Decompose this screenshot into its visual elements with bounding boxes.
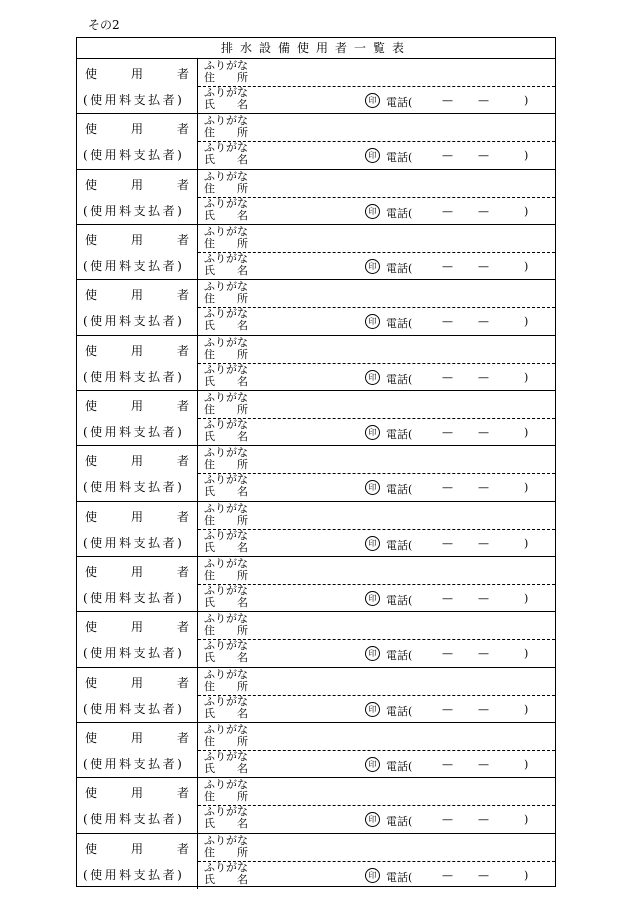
seal-icon: 印 [365,148,380,163]
phone-close: ) [524,426,529,440]
entry-label-cell [77,336,198,390]
entry-label-cell [77,59,198,113]
entry-label-cell [77,778,198,832]
phone-label: 電話( [386,815,413,829]
payer-label: (使用料支払者) [83,203,185,218]
user-label: 使 用 者 [85,343,189,358]
payer-label: (使用料支払者) [83,314,185,329]
name-label: 氏 名 [204,208,248,222]
seal-icon: 印 [365,259,380,274]
name-label: 氏 名 [204,762,248,776]
furigana-label: ふりがな [204,280,248,294]
furigana-label: ふりがな [204,391,248,405]
seal-icon: 印 [365,425,380,440]
dashed-divider [198,363,555,364]
phone-dash: — [478,592,489,606]
entry-label-cell [77,114,198,168]
payer-label: (使用料支払者) [83,535,185,550]
phone-dash: — [478,94,489,107]
user-label: 使 用 者 [85,67,189,81]
user-entry [77,114,555,169]
phone-label: 電話( [386,594,413,608]
furigana-label: ふりがな [204,584,248,598]
user-label: 使 用 者 [85,399,189,414]
furigana-label: ふりがな [204,639,248,653]
furigana-label: ふりがな [204,362,248,376]
furigana-label: ふりがな [204,225,248,239]
seal-icon: 印 [365,702,380,717]
user-entry [77,723,555,778]
phone-close: ) [524,370,529,384]
user-entry [77,280,555,335]
user-label: 使 用 者 [85,786,189,801]
entry-label-cell [77,280,198,334]
phone-dash: — [478,536,489,550]
phone-dash: — [442,647,453,661]
phone-dash: — [478,481,489,495]
phone-close: ) [524,536,529,550]
furigana-label: ふりがな [204,805,248,819]
dashed-divider [198,252,555,253]
phone-label: 電話( [386,483,413,497]
dashed-divider [198,197,555,198]
phone-close: ) [524,647,529,661]
dashed-divider [198,307,555,308]
phone-dash: — [442,149,453,163]
dashed-divider [198,473,555,474]
phone-label: 電話( [386,372,413,386]
phone-close: ) [524,592,529,606]
phone-label: 電話( [386,96,413,109]
furigana-label: ふりがな [204,694,248,708]
entry-fields[interactable] [198,502,555,556]
phone-dash: — [478,647,489,661]
payer-label: (使用料支払者) [83,591,185,606]
furigana-label: ふりがな [204,196,248,210]
payer-label: (使用料支払者) [83,701,185,716]
page-label: その2 [88,18,120,32]
entry-fields[interactable] [198,114,555,168]
furigana-label: ふりがな [204,169,248,183]
entry-fields[interactable] [198,612,555,666]
dashed-divider [198,418,555,419]
phone-dash: — [478,149,489,163]
address-label: 住 所 [204,679,248,693]
address-label: 住 所 [204,790,248,804]
payer-label: (使用料支払者) [83,757,185,772]
entry-label-cell [77,834,198,889]
phone-close: ) [524,868,529,882]
entry-fields[interactable] [198,170,555,224]
furigana-label: ふりがな [204,750,248,764]
entry-label-cell [77,502,198,556]
entry-label-cell [77,446,198,500]
seal-icon: 印 [365,757,380,772]
user-entry [77,391,555,446]
name-label: 氏 名 [204,319,248,333]
address-label: 住 所 [204,237,248,251]
phone-close: ) [524,758,529,772]
seal-icon: 印 [365,480,380,495]
phone-dash: — [478,868,489,882]
phone-dash: — [478,370,489,384]
seal-icon: 印 [365,646,380,661]
name-label: 氏 名 [204,153,248,167]
furigana-label: ふりがな [204,778,248,792]
payer-label: (使用料支払者) [83,369,185,384]
address-label: 住 所 [204,513,248,527]
name-label: 氏 名 [204,264,248,278]
seal-icon: 印 [365,868,380,883]
dashed-divider [198,86,555,87]
phone-label: 電話( [386,317,413,331]
furigana-label: ふりがな [204,418,248,432]
entry-label-cell [77,557,198,611]
furigana-label: ふりがな [204,612,248,626]
furigana-label: ふりがな [204,501,248,515]
phone-label: 電話( [386,870,413,884]
entry-label-cell [77,225,198,279]
seal-icon: 印 [365,204,380,219]
dashed-divider [198,529,555,530]
name-label: 氏 名 [204,485,248,499]
phone-dash: — [478,204,489,218]
user-entry [77,834,555,889]
seal-icon: 印 [365,536,380,551]
user-entry [77,612,555,667]
phone-label: 電話( [386,649,413,663]
address-label: 住 所 [204,292,248,306]
entry-label-cell [77,668,198,722]
seal-icon: 印 [365,93,380,108]
seal-icon: 印 [365,314,380,329]
furigana-label: ふりがな [204,528,248,542]
entry-label-cell [77,391,198,445]
furigana-label: ふりがな [204,307,248,321]
seal-icon: 印 [365,591,380,606]
user-entry [77,59,555,114]
phone-dash: — [442,758,453,772]
user-label: 使 用 者 [85,233,189,248]
payer-label: (使用料支払者) [83,480,185,495]
payer-label: (使用料支払者) [83,425,185,440]
user-label: 使 用 者 [85,565,189,580]
phone-dash: — [442,315,453,329]
payer-label: (使用料支払者) [83,812,185,827]
user-label: 使 用 者 [85,620,189,635]
phone-dash: — [442,426,453,440]
user-label: 使 用 者 [85,509,189,524]
entry-fields[interactable] [198,668,555,722]
address-label: 住 所 [204,347,248,361]
entry-fields[interactable] [198,446,555,500]
entry-label-cell [77,723,198,777]
user-entry [77,446,555,501]
user-label: 使 用 者 [85,177,189,192]
phone-close: ) [524,149,529,163]
payer-label: (使用料支払者) [83,93,185,107]
address-label: 住 所 [204,845,248,859]
entry-label-cell [77,612,198,666]
form-sheet [76,37,556,887]
phone-close: ) [524,813,529,827]
payer-label: (使用料支払者) [83,867,185,882]
phone-dash: — [442,813,453,827]
furigana-label: ふりがな [204,557,248,571]
furigana-label: ふりがな [204,473,248,487]
dashed-divider [198,639,555,640]
phone-dash: — [442,260,453,274]
name-label: 氏 名 [204,430,248,444]
furigana-label: ふりがな [204,335,248,349]
phone-dash: — [478,702,489,716]
furigana-label: ふりがな [204,446,248,460]
phone-label: 電話( [386,151,413,165]
user-entry [77,502,555,557]
address-label: 住 所 [204,624,248,638]
phone-label: 電話( [386,538,413,552]
dashed-divider [198,750,555,751]
entry-fields[interactable] [198,723,555,777]
phone-dash: — [442,868,453,882]
phone-close: ) [524,260,529,274]
entry-fields[interactable] [198,778,555,832]
address-label: 住 所 [204,126,248,140]
user-entry [77,225,555,280]
user-entry [77,170,555,225]
phone-label: 電話( [386,428,413,442]
phone-dash: — [478,813,489,827]
address-label: 住 所 [204,181,248,195]
user-label: 使 用 者 [85,454,189,469]
phone-label: 電話( [386,704,413,718]
phone-close: ) [524,481,529,495]
entry-fields[interactable] [198,834,555,889]
address-label: 住 所 [204,569,248,583]
entry-fields[interactable] [198,225,555,279]
furigana-label: ふりがな [204,860,248,874]
phone-dash: — [442,94,453,107]
form-title: 排水設備使用者一覧表 [77,38,555,59]
phone-label: 電話( [386,262,413,276]
phone-close: ) [524,94,529,107]
phone-close: ) [524,204,529,218]
phone-dash: — [478,758,489,772]
phone-dash: — [442,370,453,384]
user-entry [77,557,555,612]
payer-label: (使用料支払者) [83,646,185,661]
name-label: 氏 名 [204,596,248,610]
seal-icon: 印 [365,370,380,385]
entry-fields[interactable] [198,280,555,334]
seal-icon: 印 [365,812,380,827]
address-label: 住 所 [204,403,248,417]
dashed-divider [198,141,555,142]
phone-close: ) [524,702,529,716]
name-label: 氏 名 [204,374,248,388]
phone-dash: — [442,702,453,716]
phone-close: ) [524,315,529,329]
user-label: 使 用 者 [85,122,189,137]
furigana-label: ふりがな [204,86,248,99]
phone-dash: — [442,481,453,495]
furigana-label: ふりがな [204,252,248,266]
furigana-label: ふりがな [204,723,248,737]
phone-dash: — [478,426,489,440]
phone-dash: — [442,204,453,218]
user-entry [77,668,555,723]
phone-label: 電話( [386,206,413,220]
payer-label: (使用料支払者) [83,259,185,274]
furigana-label: ふりがな [204,667,248,681]
entry-label-cell [77,170,198,224]
user-label: 使 用 者 [85,841,189,856]
name-label: 氏 名 [204,540,248,554]
furigana-label: ふりがな [204,833,248,847]
address-label: 住 所 [204,735,248,749]
entry-fields[interactable] [198,336,555,390]
user-label: 使 用 者 [85,731,189,746]
address-label: 住 所 [204,458,248,472]
user-entry [77,336,555,391]
dashed-divider [198,805,555,806]
user-label: 使 用 者 [85,288,189,303]
phone-label: 電話( [386,760,413,774]
furigana-label: ふりがな [204,114,248,128]
address-label: 住 所 [204,71,248,84]
entry-fields[interactable] [198,391,555,445]
user-label: 使 用 者 [85,675,189,690]
user-entry [77,778,555,833]
name-label: 氏 名 [204,872,248,886]
phone-dash: — [442,536,453,550]
name-label: 氏 名 [204,706,248,720]
phone-dash: — [442,592,453,606]
name-label: 氏 名 [204,817,248,831]
furigana-label: ふりがな [204,141,248,155]
phone-dash: — [478,315,489,329]
dashed-divider [198,861,555,862]
name-label: 氏 名 [204,98,248,111]
phone-dash: — [478,260,489,274]
payer-label: (使用料支払者) [83,148,185,163]
entry-fields[interactable] [198,59,555,113]
dashed-divider [198,584,555,585]
name-label: 氏 名 [204,651,248,665]
furigana-label: ふりがな [204,59,248,72]
entry-fields[interactable] [198,557,555,611]
dashed-divider [198,695,555,696]
